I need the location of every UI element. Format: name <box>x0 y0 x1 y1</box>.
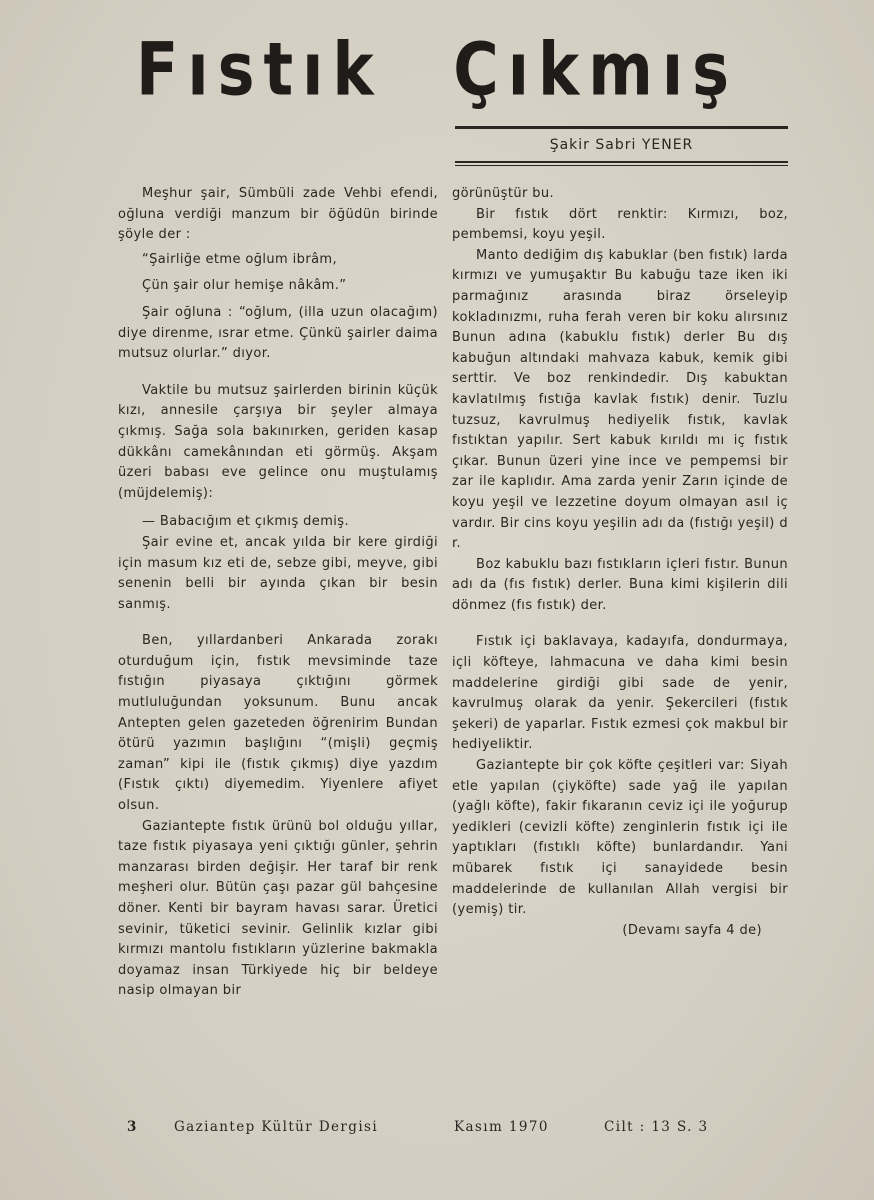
verse-line: “Şairliğe etme oğlum ibrâm, <box>142 251 338 267</box>
right-column <box>452 184 788 941</box>
volume-number: Cilt : 13 S. 3 <box>604 1119 709 1135</box>
magazine-name: Gaziantep Kültür Dergisi <box>174 1119 379 1135</box>
verse-line: Çün şair olur hemişe nâkâm.” <box>142 278 347 294</box>
paragraph: Şair evine et, ancak yılda bir kere girdiği için masum kız eti de, sebze gibi, meyve, gibi senenin belli bir ayında çıkan bir besin sanmış. <box>118 534 438 612</box>
paragraph: görünüştür bu. <box>452 186 555 201</box>
paragraph: Gaziantepte bir çok köfte çeşitleri var: Siyah etle yapılan (çiyköfte) sade yağ ile yapılan (yağlı köfte), fakir fıkaranın ceviz içi ile yoğurup yedikleri (cevizli köfte) zenginlerin fıstık içi ile yaptıkları (fıstıklı köfte) bunlardandır. Yani mübarek fıstık içi sanayidede besin maddelerinde de kullanılan Allah vergisi bir (yemiş) tir. <box>452 758 788 918</box>
paragraph: Şair oğluna : “oğlum, (illa uzun olacağım) diye direnme, ısrar etme. Çünkü şairler daima mutsuz olurlar.” dıyor. <box>118 304 438 362</box>
paragraph: Meşhur şair, Sümbüli zade Vehbi efendi, oğluna verdiği manzum bir öğüdün birinde şöyle der : <box>118 186 438 243</box>
page-number: 3 <box>127 1119 138 1135</box>
author-byline: Şakir Sabri YENER <box>549 137 694 153</box>
page-footer <box>0 1119 874 1139</box>
paragraph: Boz kabuklu bazı fıstıkların içleri fıstır. Bunun adı da (fıs fıstık) derler. Buna kimi kişilerin dili dönmez (fıs fıstık) der. <box>452 556 788 613</box>
byline-rule-bottom <box>455 161 788 163</box>
paragraph: Ben, yıllardanberi Ankarada zorakı oturduğum için, fıstık mevsiminde taze fıstığın piyasaya çıktığını görmek mutluluğundan yoksunum. Bunu ancak Antepten gelen gazeteden öğrenirim Bundan ötürü yazımın başlığını “(mişli) geçmiş zaman” kipi ile (fıstık çıkmış) diye yazdım (Fıstık çıktı) diyemedim. Yiyenlere afiyet olsun. <box>118 633 438 814</box>
continued-note: (Devamı sayfa 4 de) <box>622 922 762 938</box>
byline-rule-bottom-thin <box>455 165 788 166</box>
byline-rule-top <box>455 126 788 129</box>
article-title: Fıstık Çıkmış <box>136 26 738 113</box>
paragraph: Gaziantepte fıstık ürünü bol olduğu yıllar, taze fıstık piyasaya yeni çıktığı günler, şehrin manzarası birden değişir. Her taraf bir renk meşheri olur. Bütün çaşı pazar gül bahçesine döner. Kenti bir bayram havası sarar. Üretici sevinir, tüketici sevinir. Gelinlik kızlar gibi kırmızı mantolu fıstıkların yüzlerine bakmakla doyamaz insan Türkiyede hiç bir beldeye nasip olmayan bir <box>118 818 438 999</box>
paragraph: Fıstık içi baklavaya, kadayıfa, dondurmaya, içli köfteye, lahmacuna ve daha kimi besin maddelerine girdiği gibi sade de yenir, kavrulmuş olarak da yenir. Şekercileri (fıstık şekeri) de yaparlar. Fıstık ezmesi çok makbul bir hediyeliktir. <box>452 634 788 753</box>
paragraph: Bir fıstık dört renktir: Kırmızı, boz, pembemsi, koyu yeşil. <box>452 206 788 243</box>
left-column <box>118 184 438 1002</box>
paragraph: Manto dediğim dış kabuklar (ben fıstık) larda kırmızı ve yumuşaktır Bu kabuğu taze iken iki parmağınız arasında biraz örseleyip kokladınızmı, ruha ferah veren bir koku alırsınız Bunun adına (kabuklu fıstık) derler Bu dış kabuğun altındaki mahvaza kabuk, kemik gibi serttir. Ve boz renkindedir. Dış kabuktan kavlatılmış fıstığa kavlak fıstık) denir. Tuzlu tuzsuz, kavrulmuş hediyelik fıstık, kavlak fıstıktan yapılır. Sert kabuk kırıldı mı iç fıstık çıkar. Bunun üzeri yine ince ve pempemsi bir zar ile kaplıdır. Ama zarda yenir Zarın içinde de koyu yeşil ve lezzetine doyum olmayan asıl iç vardır. Bir cins koyu yeşilin adı da (fıstığı yeşil) d r. <box>452 247 788 552</box>
issue-date: Kasım 1970 <box>454 1119 549 1135</box>
dialogue-line: — Babacığım et çıkmış demiş. <box>142 514 349 530</box>
paragraph: Vaktile bu mutsuz şairlerden birinin küçük kızı, annesile çarşıya bir şeyler almaya çıkmış. Sağa sola bakınırken, geriden kasap dükkânı camekânından eti görmüş. Akşam üzeri babası eve gelince onu muştulamış (müjdelemiş): <box>118 382 438 501</box>
